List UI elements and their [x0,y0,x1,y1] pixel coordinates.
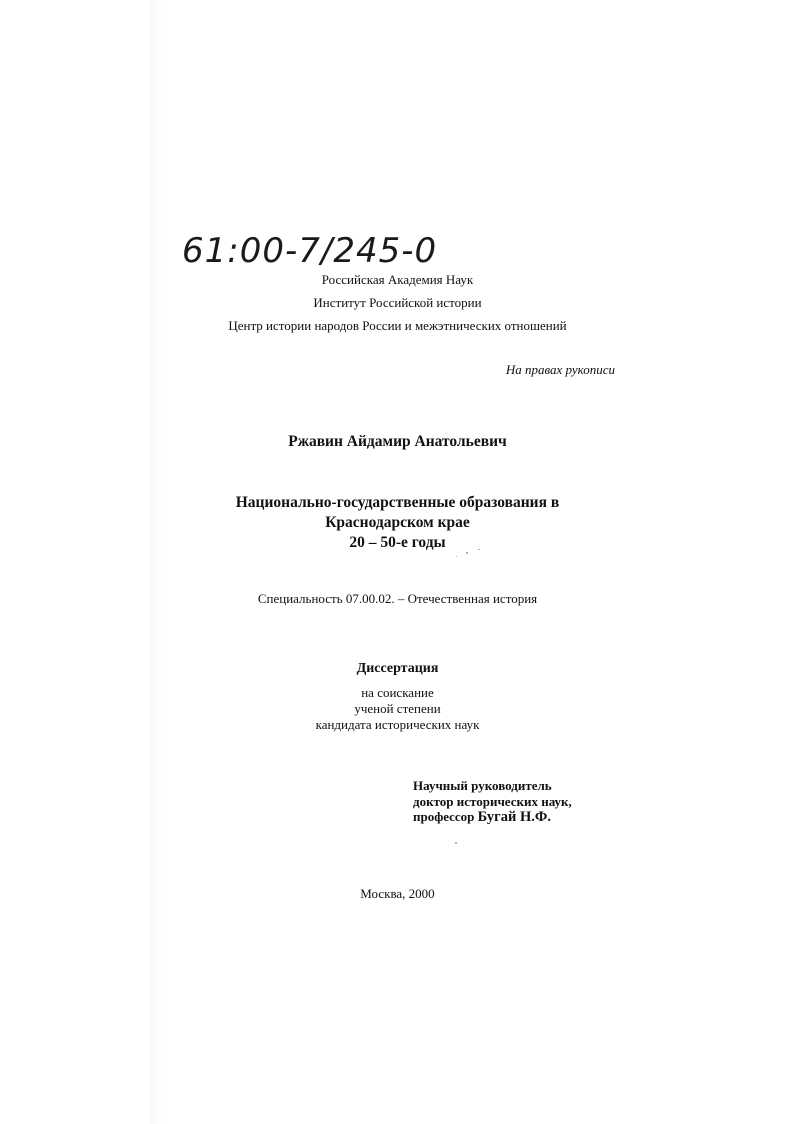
thesis-title-line-3: 20 – 50-е годы [349,534,446,551]
center-name: Центр истории народов России и межэтнических отношений [228,318,567,333]
supervisor-block [413,778,653,826]
scan-shading [150,0,795,1124]
supervisor-degree: доктор исторических наук, [413,793,572,809]
manuscript-note: На правах рукописи [505,362,615,377]
supervisor-role: Научный руководитель [413,778,552,793]
supervisor-name: Бугай Н.Ф. [477,809,551,825]
thesis-title-line-1: Национально-государственные образования в [235,494,560,511]
handwritten-number-drawing [178,226,458,272]
institute-name: Институт Российской истории [313,295,482,310]
city-year: Москва, 2000 [360,886,435,901]
handwritten-catalog-number [178,226,458,272]
specialty: Специальность 07.00.02. – Отечественная история [257,591,538,606]
handwritten-number-text: 61:00-7/245-0 [182,231,438,271]
author-name: Ржавин Айдамир Анатольевич [288,433,507,450]
scan-speck [455,842,457,844]
dissertation-line-3: кандидата исторических наук [315,717,480,732]
scan-speck [466,552,468,554]
thesis-title-line-2: Краснодарском крае [325,514,470,531]
academy-name: Российская Академия Наук [321,272,474,287]
scan-speck [456,556,457,557]
scan-speck [478,549,480,550]
dissertation-heading: Диссертация [356,661,439,676]
supervisor-title: профессор [413,809,475,824]
dissertation-line-1: на соискание [361,685,434,700]
supervisor-title-name [413,809,653,826]
dissertation-line-2: ученой степени [354,701,441,716]
